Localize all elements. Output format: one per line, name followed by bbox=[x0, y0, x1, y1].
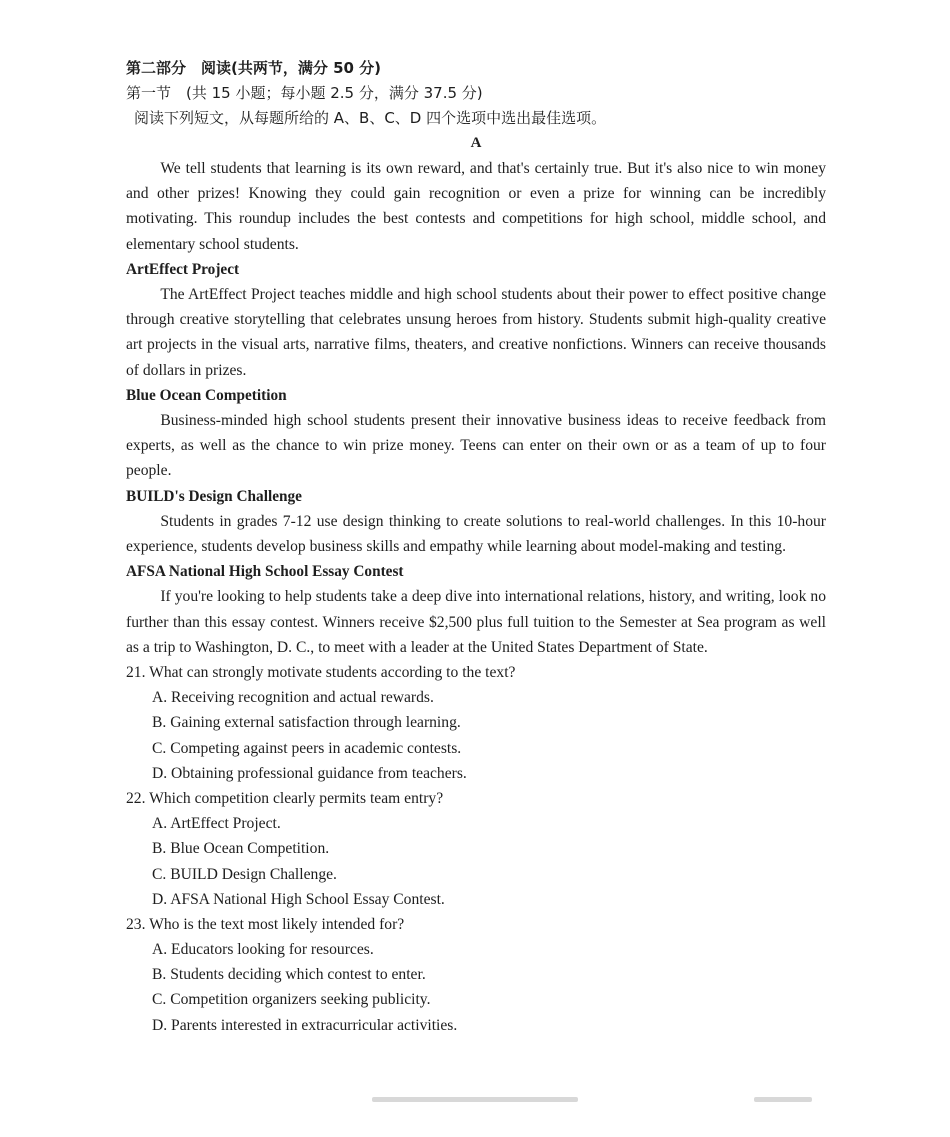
question-22: 22. Which competition clearly permits team entry? bbox=[126, 789, 444, 807]
question-21-option-b: B. Gaining external satisfaction through learning. bbox=[152, 714, 461, 732]
part-title: 第二部分 阅读(共两节，满分 50 分) bbox=[126, 59, 382, 77]
question-21: 21. What can strongly motivate students according to the text? bbox=[126, 664, 516, 681]
footer-smudge-center bbox=[372, 1097, 578, 1102]
section-heading-arteffect: ArtEffect Project bbox=[126, 260, 240, 278]
instructions: 阅读下列短文，从每题所给的 A、B、C、D 四个选项中选出最佳选项。 bbox=[134, 109, 607, 127]
question-23-option-d: D. Parents interested in extracurricular activities. bbox=[152, 1016, 458, 1034]
section-body-arteffect: The ArtEffect Project teaches middle and high school students about their power to effect positive change through creative storytelling that celebrates unsung heroes from history. Students submit high-quality creative art projects in the visual arts, narrative films, theaters, and creative nonfictions. Winners can receive thousands of dollars in prizes. bbox=[126, 286, 826, 379]
section-body-build: Students in grades 7-12 use design thinking to create solutions to real-world challenges. In this 10-hour experience, students develop business skills and empathy while learning about model-making and testing. bbox=[126, 512, 826, 555]
section-heading-build: BUILD's Design Challenge bbox=[126, 487, 302, 505]
question-21-option-d: D. Obtaining professional guidance from teachers. bbox=[152, 764, 467, 782]
section-heading-blue-ocean: Blue Ocean Competition bbox=[126, 386, 287, 404]
question-21-option-a: A. Receiving recognition and actual rewards. bbox=[152, 689, 434, 707]
section-body-afsa: If you're looking to help students take a deep dive into international relations, history, and writing, look no further than this essay contest. Winners receive $2,500 plus full tuition to the Semester at Sea program as well as a trip to Washington, D. C., to meet with a leader at the United States Department of State. bbox=[126, 588, 826, 656]
question-23: 23. Who is the text most likely intended for? bbox=[126, 915, 405, 933]
passage-intro: We tell students that learning is its own reward, and that's certainly true. But it's also nice to win money and other prizes! Knowing they could gain recognition or even a prize for winning can be incredibly motivating. This roundup includes the best contests and competitions for high school, middle school, and elementary school students. bbox=[126, 160, 826, 253]
section-body-blue-ocean: Business-minded high school students present their innovative business ideas to receive feedback from experts, as well as the chance to win prize money. Teens can enter on their own or as a team of up to four people. bbox=[126, 412, 826, 480]
footer-smudge-right bbox=[754, 1097, 812, 1102]
question-23-option-c: C. Competition organizers seeking publicity. bbox=[152, 991, 431, 1009]
section-title: 第一节 (共 15 小题；每小题 2.5 分，满分 37.5 分) bbox=[126, 84, 483, 102]
question-22-option-b: B. Blue Ocean Competition. bbox=[152, 840, 330, 858]
exam-page bbox=[126, 56, 826, 1038]
passage-label: A bbox=[470, 135, 482, 151]
question-21-option-c: C. Competing against peers in academic contests. bbox=[152, 739, 462, 757]
question-22-option-a: A. ArtEffect Project. bbox=[152, 815, 281, 833]
question-23-option-b: B. Students deciding which contest to enter. bbox=[152, 966, 426, 984]
section-heading-afsa: AFSA National High School Essay Contest bbox=[126, 563, 404, 581]
question-22-option-d: D. AFSA National High School Essay Contest. bbox=[152, 890, 445, 908]
question-23-option-a: A. Educators looking for resources. bbox=[152, 941, 374, 959]
question-22-option-c: C. BUILD Design Challenge. bbox=[152, 865, 337, 883]
